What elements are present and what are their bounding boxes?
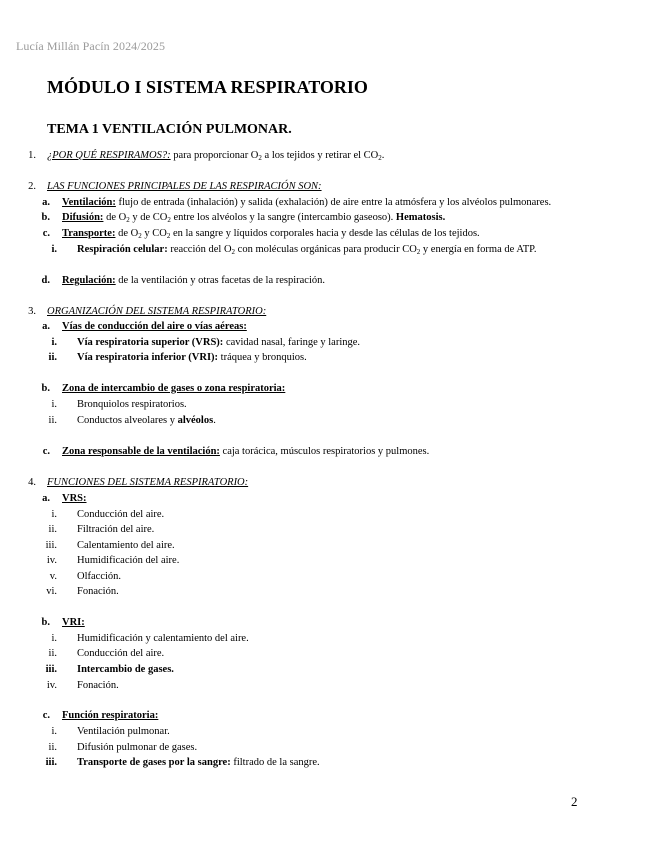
item-label: Vía respiratoria superior (VRS): — [77, 337, 224, 348]
s3-item-b-i — [77, 398, 187, 411]
list-item: Olfacción. — [77, 571, 122, 582]
s4-item-b — [62, 616, 85, 629]
page-header-author: Lucía Millán Pacín 2024/2025 — [16, 39, 166, 53]
list-marker: iii. — [45, 664, 57, 675]
section-3-heading — [47, 305, 266, 318]
list-marker: ii. — [48, 524, 57, 535]
list-item: Calentamiento del aire. — [77, 540, 175, 551]
s2-item-d — [62, 274, 325, 287]
s3-item-a-ii — [77, 351, 307, 364]
text: . — [213, 415, 216, 426]
s2-item-b — [62, 211, 445, 224]
item-text: Bronquiolos respiratorios. — [77, 399, 187, 410]
list-marker: c. — [42, 710, 50, 721]
text: reacción del O — [167, 244, 232, 255]
item-text: Conductos alveolares y — [77, 415, 178, 426]
section-1-number: 1. — [28, 150, 36, 161]
list-item: Humidificación del aire. — [77, 555, 180, 566]
list-marker: i. — [51, 509, 57, 520]
text: entre los alvéolos y la sangre (intercambio gaseoso). — [170, 212, 396, 223]
list-marker: iii. — [45, 757, 57, 768]
list-marker: i. — [51, 726, 57, 737]
text: con moléculas orgánicas para producir CO — [235, 244, 417, 255]
list-marker: i. — [51, 399, 57, 410]
subscript: 2 — [378, 154, 382, 162]
item-text: filtrado de la sangre. — [230, 757, 320, 768]
list-marker: vi. — [46, 586, 57, 597]
text: y CO — [141, 228, 167, 239]
subscript: 2 — [138, 232, 142, 240]
item-label: VRS: — [62, 493, 87, 504]
list-marker: ii. — [48, 742, 57, 753]
s3-item-a — [62, 320, 247, 333]
text: y de CO — [129, 212, 168, 223]
section-heading-text: LAS FUNCIONES PRINCIPALES DE LAS RESPIRACIÓN SON: — [47, 181, 322, 192]
list-marker: b. — [41, 383, 50, 394]
bold-text: alvéolos — [177, 415, 214, 426]
text: y energía en forma de ATP. — [420, 244, 537, 255]
s3-item-b-ii — [77, 414, 216, 427]
list-marker: ii. — [48, 352, 57, 363]
subscript: 2 — [258, 154, 262, 162]
section-heading-text: ORGANIZACIÓN DEL SISTEMA RESPIRATORIO: — [47, 306, 267, 317]
list-marker: b. — [41, 617, 50, 628]
item-text: tráquea y bronquios. — [218, 352, 307, 363]
list-marker: a. — [42, 493, 50, 504]
list-marker: v. — [49, 571, 57, 582]
list-marker: c. — [42, 446, 50, 457]
item-label: Transporte: — [62, 228, 116, 239]
s3-item-c — [62, 445, 429, 458]
tema-title: TEMA 1 VENTILACIÓN PULMONAR. — [47, 122, 292, 137]
item-text: flujo de entrada (inhalación) y salida (exhalación) de aire entre la atmósfera y los alvéolos pulmonares. — [115, 197, 552, 208]
section-4-number: 4. — [28, 477, 36, 488]
item-label: Respiración celular: — [77, 244, 168, 255]
text: para proporcionar O — [170, 150, 259, 161]
list-item: Difusión pulmonar de gases. — [77, 742, 198, 753]
list-marker: ii. — [48, 648, 57, 659]
list-marker: iii. — [45, 540, 57, 551]
text: en la sangre y líquidos corporales hacia y desde las células de los tejidos. — [170, 228, 480, 239]
list-marker: b. — [41, 212, 50, 223]
section-4-heading — [47, 476, 248, 489]
list-marker: d. — [41, 275, 50, 286]
item-label: Regulación: — [62, 275, 116, 286]
list-marker: iv. — [46, 680, 57, 691]
item-label: Ventilación: — [62, 197, 116, 208]
section-1-heading: ¿POR QUÉ RESPIRAMOS?: — [47, 150, 171, 161]
s2-item-a — [62, 196, 551, 209]
section-heading-text: FUNCIONES DEL SISTEMA RESPIRATORIO: — [47, 477, 249, 488]
list-item: Humidificación y calentamiento del aire. — [77, 633, 249, 644]
bold-text: Hematosis. — [395, 212, 446, 223]
text: a los tejidos y retirar el CO — [261, 150, 379, 161]
list-item — [77, 756, 320, 769]
subscript: 2 — [166, 232, 171, 240]
list-marker: c. — [42, 228, 50, 239]
section-2-number: 2. — [28, 181, 36, 192]
s4-item-a — [62, 492, 87, 505]
list-marker: i. — [51, 633, 57, 644]
s2-item-c-i — [77, 243, 536, 256]
item-label: Vías de conducción del aire o vías aéreas: — [62, 321, 247, 332]
item-text: caja torácica, músculos respiratorios y pulmones. — [219, 446, 430, 457]
list-item: Ventilación pulmonar. — [77, 726, 170, 737]
list-item: Fonación. — [77, 680, 119, 691]
section-1-line — [47, 149, 384, 162]
item-label: Función respiratoria: — [62, 710, 159, 721]
subscript: 2 — [416, 248, 421, 256]
list-item: Intercambio de gases. — [77, 664, 174, 675]
item-label: Zona de intercambio de gases o zona respiratoria: — [62, 383, 286, 394]
list-item: Conducción del aire. — [77, 648, 165, 659]
item-label: Difusión: — [62, 212, 104, 223]
subscript: 2 — [167, 216, 171, 224]
text: de O — [115, 228, 139, 239]
list-marker: iv. — [46, 555, 57, 566]
page-number: 2 — [571, 794, 578, 809]
section-3-number: 3. — [28, 306, 36, 317]
list-item: Fonación. — [77, 586, 119, 597]
list-item: Conducción del aire. — [77, 509, 165, 520]
item-label: Zona responsable de la ventilación: — [62, 446, 220, 457]
item-label: VRI: — [62, 617, 85, 628]
section-2-heading — [47, 180, 322, 193]
item-label: Vía respiratoria inferior (VRI): — [77, 352, 219, 363]
item-text: cavidad nasal, faringe y laringe. — [223, 337, 361, 348]
text: de O — [103, 212, 127, 223]
s3-item-a-i — [77, 336, 360, 349]
module-title: MÓDULO I SISTEMA RESPIRATORIO — [47, 77, 368, 97]
s2-item-c — [62, 227, 480, 240]
bold-text: Transporte de gases por la sangre: — [77, 757, 231, 768]
item-text: de la ventilación y otras facetas de la respiración. — [115, 275, 325, 286]
list-marker: i. — [51, 337, 57, 348]
s3-item-b — [62, 382, 285, 395]
list-marker: a. — [42, 197, 50, 208]
subscript: 2 — [231, 248, 236, 256]
list-item: Filtración del aire. — [77, 524, 155, 535]
text: . — [381, 150, 385, 161]
list-marker: a. — [42, 321, 50, 332]
s4-item-c — [62, 709, 158, 722]
list-marker: ii. — [48, 415, 57, 426]
subscript: 2 — [126, 216, 130, 224]
list-marker: i. — [51, 244, 57, 255]
